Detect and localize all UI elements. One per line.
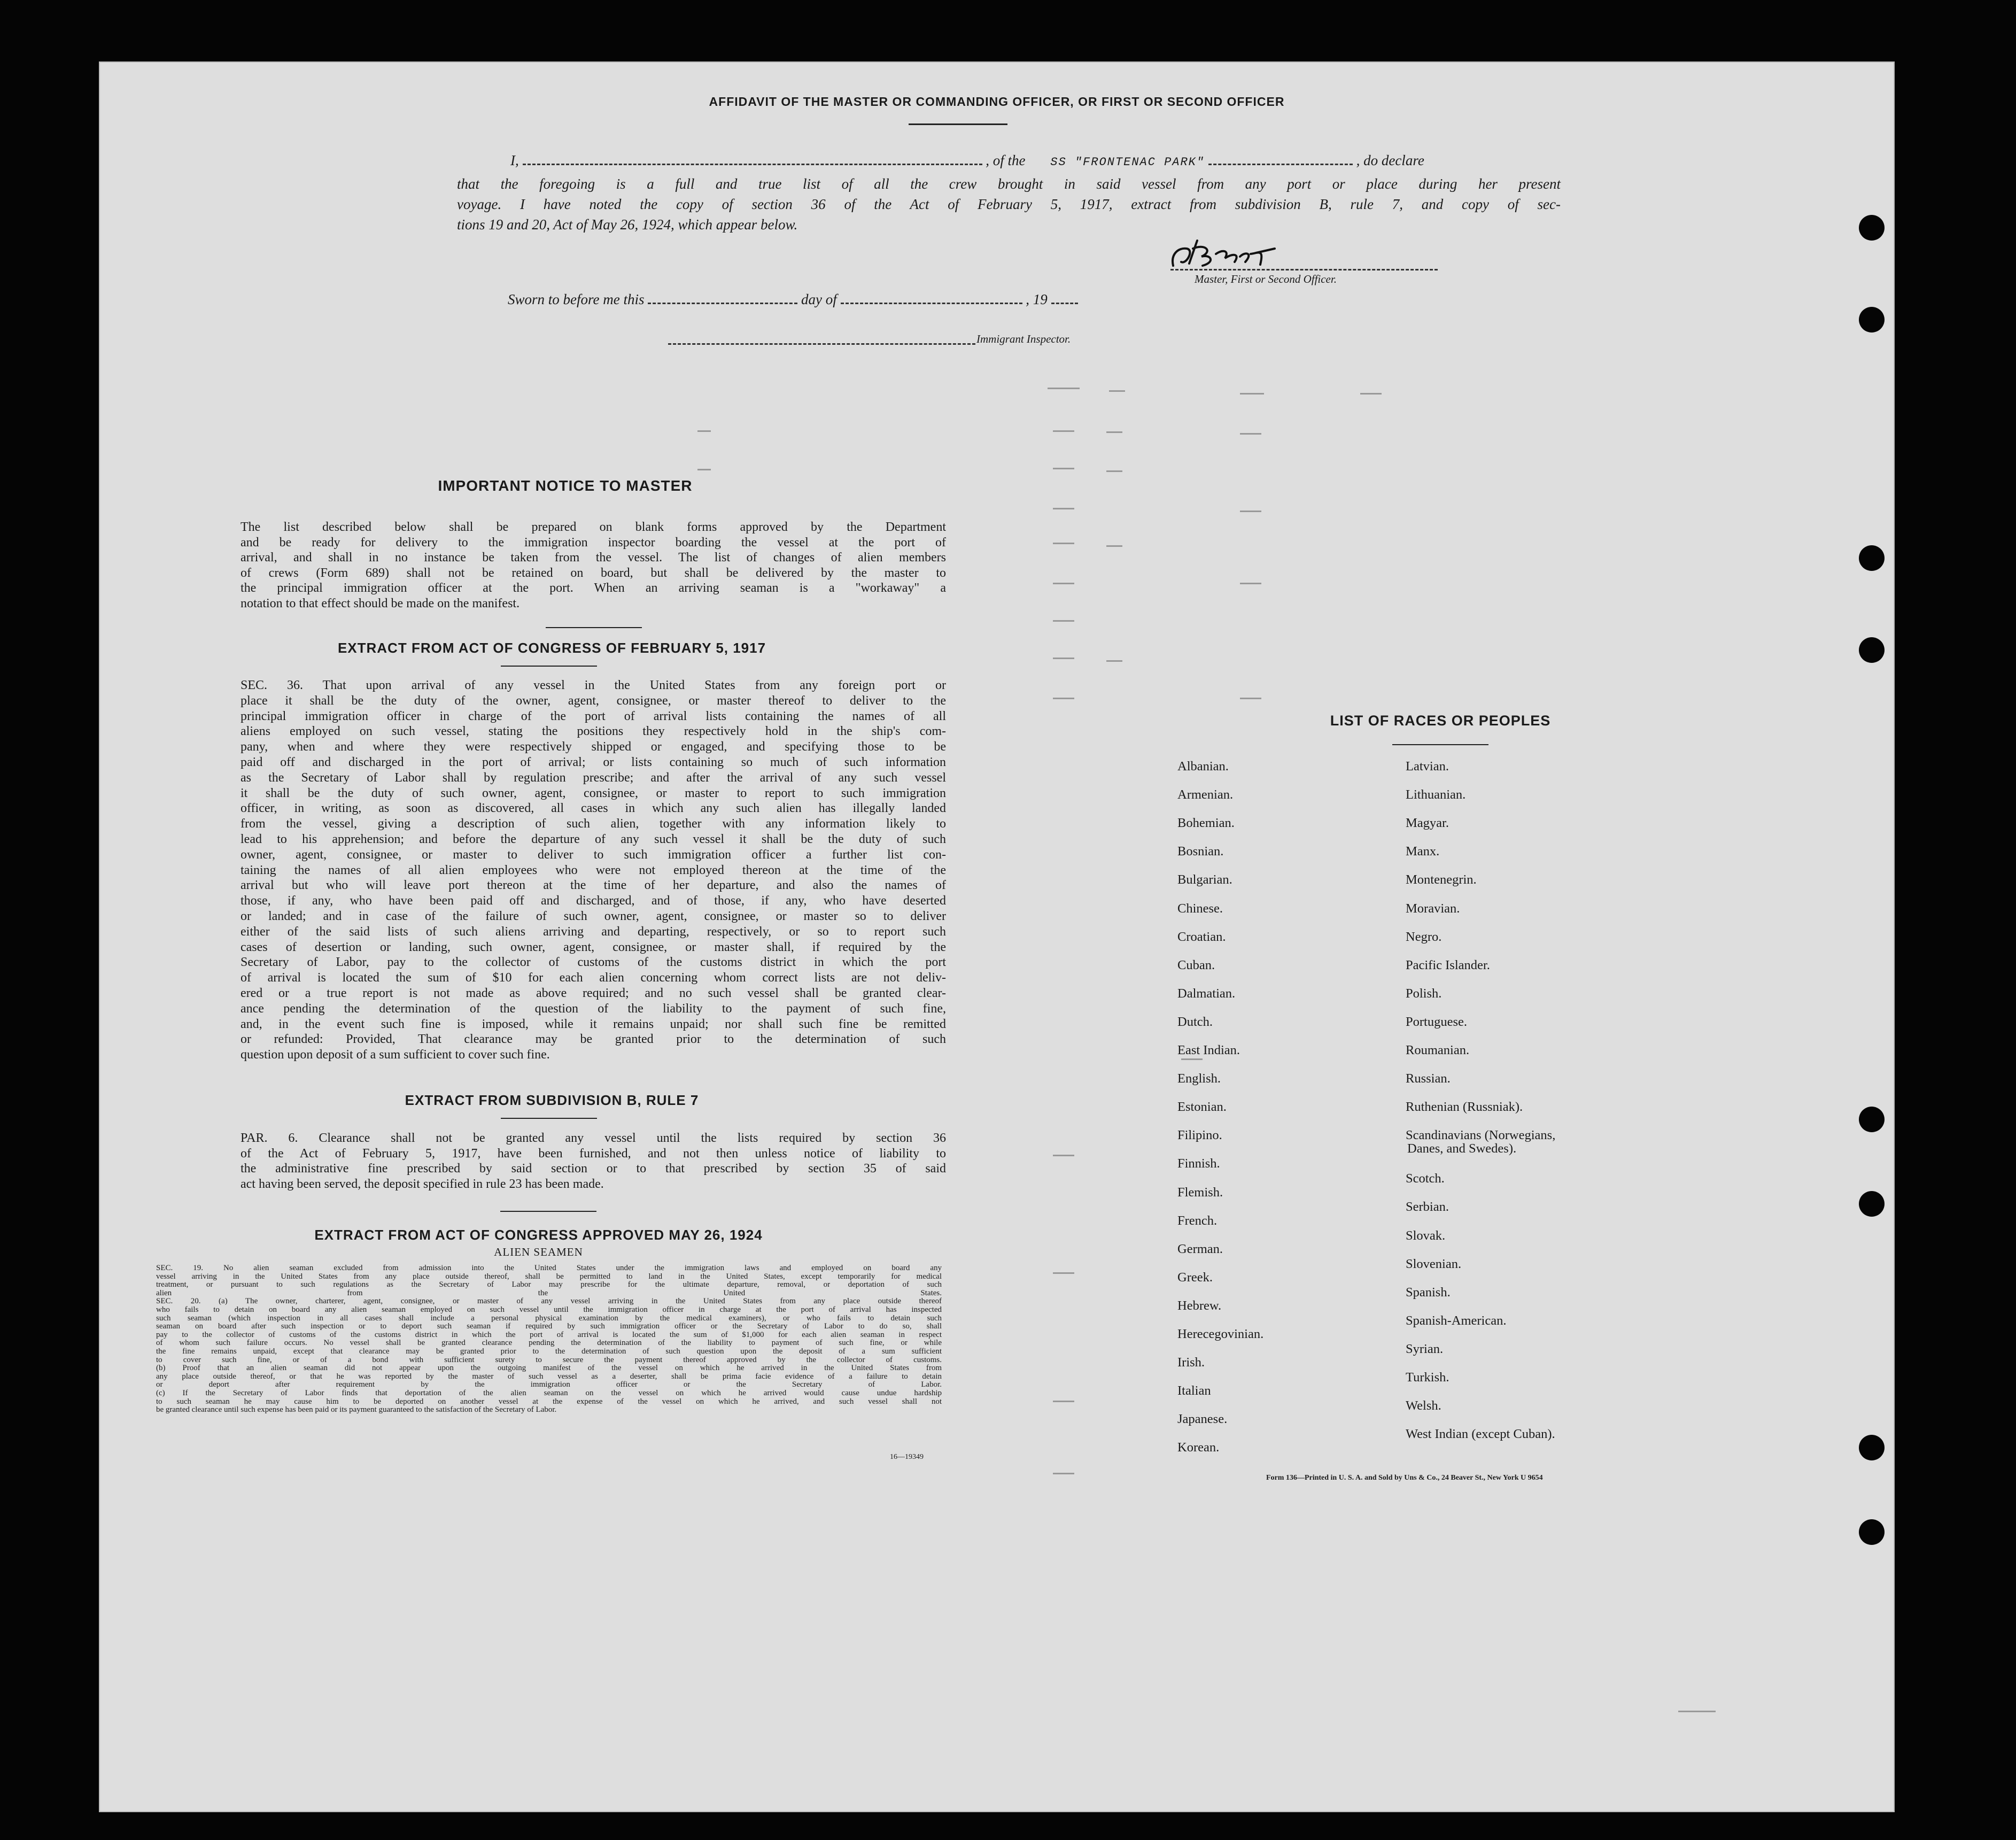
race-list-item: Armenian. — [1177, 787, 1234, 802]
race-list-item: Herecegovinian. — [1177, 1327, 1264, 1341]
text-line: the principal immigration officer at the port. When an arriving seaman is a "workaway" a — [241, 581, 946, 596]
race-list-item: Greek. — [1177, 1270, 1213, 1285]
race-list-item: English. — [1177, 1071, 1221, 1086]
text-line: of arrival is located the sum of $10 for each alien concerning whom correct lists are not deliv- — [241, 971, 946, 985]
race-list-item: Hebrew. — [1177, 1298, 1222, 1313]
race-list-item: Bohemian. — [1177, 816, 1235, 831]
vessel-blank — [1208, 163, 1353, 165]
text-line: alien from the United States. — [156, 1288, 942, 1297]
sworn-line — [508, 291, 1078, 308]
form-footer-note: Form 136—Printed in U. S. A. and Sold by Uns & Co., 24 Beaver St., New York U 9654 — [1266, 1474, 1543, 1482]
text-line: such seaman (which inspection in all cases shall include a personal physical examination by the medical examiners), or who fails to detain such — [156, 1313, 942, 1323]
title-underline — [909, 123, 1007, 125]
text-line: pany, when and where they were respectively shipped or engaged, and specifying those to be — [241, 740, 946, 754]
text-line: who fails to detain on board any alien seaman employed on such vessel until the immigration officer in charge at the port of arrival has inspected — [156, 1305, 942, 1314]
text-line: SEC. 19. No alien seaman excluded from admission into the United States under the immigration laws and employed on board any — [156, 1264, 942, 1272]
text-line: to such seaman he may cause him to be deported on another vessel at the expense of the vessel on which he arrived, and such vessel shall not — [156, 1397, 942, 1406]
text-line: paid off and discharged in the port of arrival; or lists containing so much of such information — [241, 755, 946, 769]
race-list-item: Bulgarian. — [1177, 872, 1232, 887]
race-list-item: Welsh. — [1406, 1398, 1441, 1413]
race-list-item: Finnish. — [1177, 1156, 1220, 1171]
race-list-item: Dalmatian. — [1177, 986, 1236, 1001]
race-list-item: Korean. — [1177, 1440, 1220, 1455]
text-line: PAR. 6. Clearance shall not be granted any vessel until the lists required by section 36 — [241, 1131, 946, 1145]
sworn-day-blank — [648, 302, 797, 304]
race-list-item: Spanish. — [1406, 1285, 1451, 1300]
race-list-item: Spanish-American. — [1406, 1313, 1507, 1328]
race-list-item: Negro. — [1406, 929, 1442, 944]
text-line: as the Secretary of Labor shall by regulation prescribe; and after the arrival of any such vessel — [241, 770, 946, 785]
affidavit-title: AFFIDAVIT OF THE MASTER OR COMMANDING OFFICER, OR FIRST OR SECOND OFFICER — [709, 95, 1285, 109]
race-list-item: Dutch. — [1177, 1014, 1213, 1029]
name-blank — [523, 163, 982, 165]
text-line: question upon deposit of a sum sufficient to cover such fine. — [241, 1048, 550, 1062]
race-list-item: Roumanian. — [1406, 1043, 1470, 1057]
text-line: those, if any, who have been paid off and discharged, and of those, if any, who have deserted — [241, 894, 946, 908]
text-line: and be ready for delivery to the immigration inspector boarding the vessel at the port of — [241, 535, 946, 550]
race-list-item: Flemish. — [1177, 1185, 1223, 1200]
race-list-item: Portuguese. — [1406, 1014, 1467, 1029]
text-line: owner, agent, consignee, or master to deliver to such immigration officer a further list con- — [241, 847, 946, 862]
race-list-item: Lithuanian. — [1406, 787, 1466, 802]
text-line: and, in the event such fine is imposed, while it remains unpaid; nor shall such fine be remitted — [241, 1017, 946, 1031]
signature-caption: Master, First or Second Officer. — [1195, 273, 1337, 285]
affidavit-prefix: I, — [510, 152, 519, 168]
affidavit-line-3: voyage. I have noted the copy of section 36 of the Act of February 5, 1917, extract from subdivision B, rule 7, and copy of sec- — [457, 196, 1561, 212]
text-line: treatment, or pursuant to such regulations as the Secretary of Labor may prescribe for the ultimate departure, removal, or deportation of such — [156, 1280, 942, 1289]
race-list-item: Syrian. — [1406, 1341, 1444, 1356]
text-line: principal immigration officer in charge of the port of arrival lists containing the names of all — [241, 709, 946, 723]
race-list-item: Pacific Islander. — [1406, 957, 1490, 972]
race-list-item: German. — [1177, 1241, 1223, 1256]
race-list-item: Latvian. — [1406, 759, 1449, 774]
race-list-item: Italian — [1177, 1383, 1211, 1398]
text-line: vessel arriving in the United States from any place outside thereof, shall be permitted to land in the United States, except temporarily for medical — [156, 1272, 942, 1281]
sworn-year-blank — [1051, 302, 1078, 304]
race-list-item: Manx. — [1406, 844, 1440, 859]
inspector-dotted-line — [668, 343, 975, 345]
race-list-item: Ruthenian (Russniak). — [1406, 1100, 1523, 1115]
race-list-item: Russian. — [1406, 1071, 1451, 1086]
text-line: the administrative fine prescribed by said section or to that prescribed by section 35 of said — [241, 1162, 946, 1176]
race-list-item: East Indian. — [1177, 1043, 1240, 1057]
subdiv-b-divider — [501, 1118, 597, 1119]
race-list-item: Chinese. — [1177, 901, 1223, 916]
punch-hole — [1859, 1107, 1885, 1132]
text-line: (c) If the Secretary of Labor finds that deportation of the alien seaman on the vessel on which he arrived would cause undue hardship — [156, 1389, 942, 1397]
vessel-name: SS "FRONTENAC PARK" — [1050, 156, 1205, 169]
affidavit-line-1 — [510, 152, 1424, 169]
text-line: place it shall be the duty of the owner, agent, consignee, or master thereof to deliver to the — [241, 693, 946, 708]
text-line: of crews (Form 689) shall not be retained on board, but shall be delivered by the master to — [241, 566, 946, 580]
signature-dotted-line — [1170, 269, 1438, 270]
affidavit-line-4: tions 19 and 20, Act of May 26, 1924, which appear below. — [457, 217, 798, 233]
day-of-text: day of — [801, 291, 837, 307]
race-list-item: Bosnian. — [1177, 844, 1224, 859]
text-line: Secretary of Labor, pay to the collector of customs of the customs district in which the port — [241, 955, 946, 970]
text-line: or refunded: Provided, That clearance may be granted prior to the determination of such — [241, 1032, 946, 1047]
text-line: arrival, and shall in no instance be taken from the vessel. The list of changes of alien members — [241, 551, 946, 565]
race-list-item: Polish. — [1406, 986, 1442, 1001]
punch-hole — [1859, 307, 1885, 333]
race-list-item: French. — [1177, 1213, 1218, 1228]
race-list-item: Albanian. — [1177, 759, 1229, 774]
text-line: be granted clearance until such expense has been paid or its payment guaranteed to the satisfaction of the Secretary of Labor. — [156, 1405, 557, 1414]
extract-1917-heading: EXTRACT FROM ACT OF CONGRESS OF FEBRUARY 5, 1917 — [337, 640, 766, 656]
text-line: either of the said lists of such aliens arriving and departing, respectively, or so to report such — [241, 924, 946, 939]
affidavit-line-2: that the foregoing is a full and true list of all the crew brought in said vessel from any port or place during her present — [457, 176, 1561, 192]
races-divider — [1392, 744, 1488, 745]
text-line: from the vessel, giving a description of such alien, together with any information likely to — [241, 817, 946, 831]
text-line: of the Act of February 5, 1917, have been furnished, and not then unless notice of liability to — [241, 1146, 946, 1161]
race-list-item: Danes, and Swedes). — [1407, 1141, 1517, 1156]
notice-divider — [546, 627, 642, 628]
text-line: taining the names of all alien employees who were not employed thereon at the time of the — [241, 863, 946, 877]
race-list-item: Estonian. — [1177, 1100, 1227, 1115]
text-line: seaman on board after such inspection or to deport such seaman if required by such immigration officer or the Secretary of Labor to do so, shall — [156, 1322, 942, 1331]
text-line: or deport after requirement by the immigration officer or the Secretary of Labor. — [156, 1380, 942, 1389]
text-line: to cover such fine, or of a bond with sufficient surety to secure the payment thereof approved by the collector of customs. — [156, 1355, 942, 1364]
punch-hole — [1859, 1435, 1885, 1460]
text-line: lead to his apprehension; and before the departure of any such vessel it shall be the duty of such — [241, 832, 946, 846]
text-line: pay to the collector of customs of the customs district in which the port of arrival is located the sum of $1,000 for each alien seaman in respect — [156, 1330, 942, 1339]
text-line: ered or a true report is not made as above required; and no such vessel shall be granted clear- — [241, 986, 946, 1000]
text-line: ance pending the determination of the question of the liability to the payment of such fine, — [241, 1001, 946, 1016]
subdiv-b-heading: EXTRACT FROM SUBDIVISION B, RULE 7 — [405, 1092, 699, 1108]
document-sheet — [99, 61, 1895, 1812]
race-list-item: Magyar. — [1406, 816, 1449, 831]
text-line: (b) Proof that an alien seaman did not appear upon the outgoing manifest of the vessel on which he arrived in the United States from — [156, 1364, 942, 1373]
race-list-item: Filipino. — [1177, 1128, 1222, 1143]
year-text: , 19 — [1026, 291, 1048, 307]
sworn-month-blank — [841, 302, 1022, 304]
race-list-item: Montenegrin. — [1406, 872, 1477, 887]
race-list-item: West Indian (except Cuban). — [1406, 1427, 1555, 1442]
sworn-text: Sworn to before me this — [508, 291, 645, 307]
race-list-item: Turkish. — [1406, 1370, 1449, 1385]
text-line: act having been served, the deposit specified in rule 23 has been made. — [241, 1177, 604, 1191]
edge-mark — [1897, 142, 1899, 163]
text-line: the fine remains unpaid, except that clearance may be granted prior to the determination of such question upon the deposit of a sum sufficient — [156, 1347, 942, 1356]
text-line: officer, in writing, as soon as discovered, all cases in which any such alien has illegally landed — [241, 801, 946, 816]
text-line: any place outside thereof, or that he was reported by the master of such vessel as a deserter, shall be prima facie evidence of a failure to detain — [156, 1372, 942, 1381]
race-list-item: Serbian. — [1406, 1200, 1449, 1215]
races-heading: LIST OF RACES OR PEOPLES — [1330, 713, 1551, 729]
of-the-text: , of the — [986, 152, 1026, 168]
punch-hole — [1859, 637, 1885, 663]
punch-hole — [1859, 215, 1885, 241]
race-list-item: Slovenian. — [1406, 1256, 1462, 1271]
extract-1917-divider — [501, 666, 597, 667]
text-line: of whom such failure occurs. No vessel shall be granted clearance pending the determination of the liability to payment of such fine, or while — [156, 1339, 942, 1348]
race-list-item: Scotch. — [1406, 1171, 1445, 1186]
text-line: SEC. 20. (a) The owner, charterer, agent, consignee, or master of any vessel arriving in the United States from any place outside thereof — [156, 1297, 942, 1306]
print-code: 16—19349 — [890, 1453, 924, 1461]
text-line: or landed; and in case of the failure of such owner, agent, consignee, or master so to deliver — [241, 909, 946, 923]
race-list-item: Croatian. — [1177, 929, 1226, 944]
race-list-item: Moravian. — [1406, 901, 1460, 916]
subdiv-b-end-divider — [500, 1211, 596, 1212]
text-line: aliens employed on such vessel, stating the positions they respectively hold in the ship's com- — [241, 724, 946, 739]
text-line: cases of desertion or landing, such owner, agent, consignee, or master shall, if required by the — [241, 940, 946, 954]
extract-1924-heading: EXTRACT FROM ACT OF CONGRESS APPROVED MAY 26, 1924 — [314, 1227, 763, 1243]
punch-hole — [1859, 545, 1885, 571]
text-line: notation to that effect should be made on the manifest. — [241, 597, 520, 610]
notice-heading: IMPORTANT NOTICE TO MASTER — [438, 477, 693, 494]
text-line: it shall be the duty of such owner, agent, consignee, or master to report to such immigration — [241, 786, 946, 800]
text-line: arrival but who will leave port thereon at the time of her departure, and also the names of — [241, 878, 946, 893]
text-line: SEC. 36. That upon arrival of any vessel in the United States from any foreign port or — [241, 678, 946, 692]
alien-seamen-subheading: ALIEN SEAMEN — [494, 1246, 583, 1258]
race-list-item: Japanese. — [1177, 1412, 1228, 1427]
race-list-item: Irish. — [1177, 1355, 1205, 1370]
race-list-item: Cuban. — [1177, 957, 1215, 972]
race-list-item: Scandinavians (Norwegians, — [1406, 1128, 1556, 1143]
inspector-label: Immigrant Inspector. — [976, 333, 1071, 345]
text-line: The list described below shall be prepared on blank forms approved by the Department — [241, 520, 946, 534]
race-list-item: Slovak. — [1406, 1228, 1446, 1243]
do-declare-text: , do declare — [1356, 152, 1424, 168]
punch-hole — [1859, 1519, 1885, 1545]
punch-hole — [1859, 1191, 1885, 1217]
